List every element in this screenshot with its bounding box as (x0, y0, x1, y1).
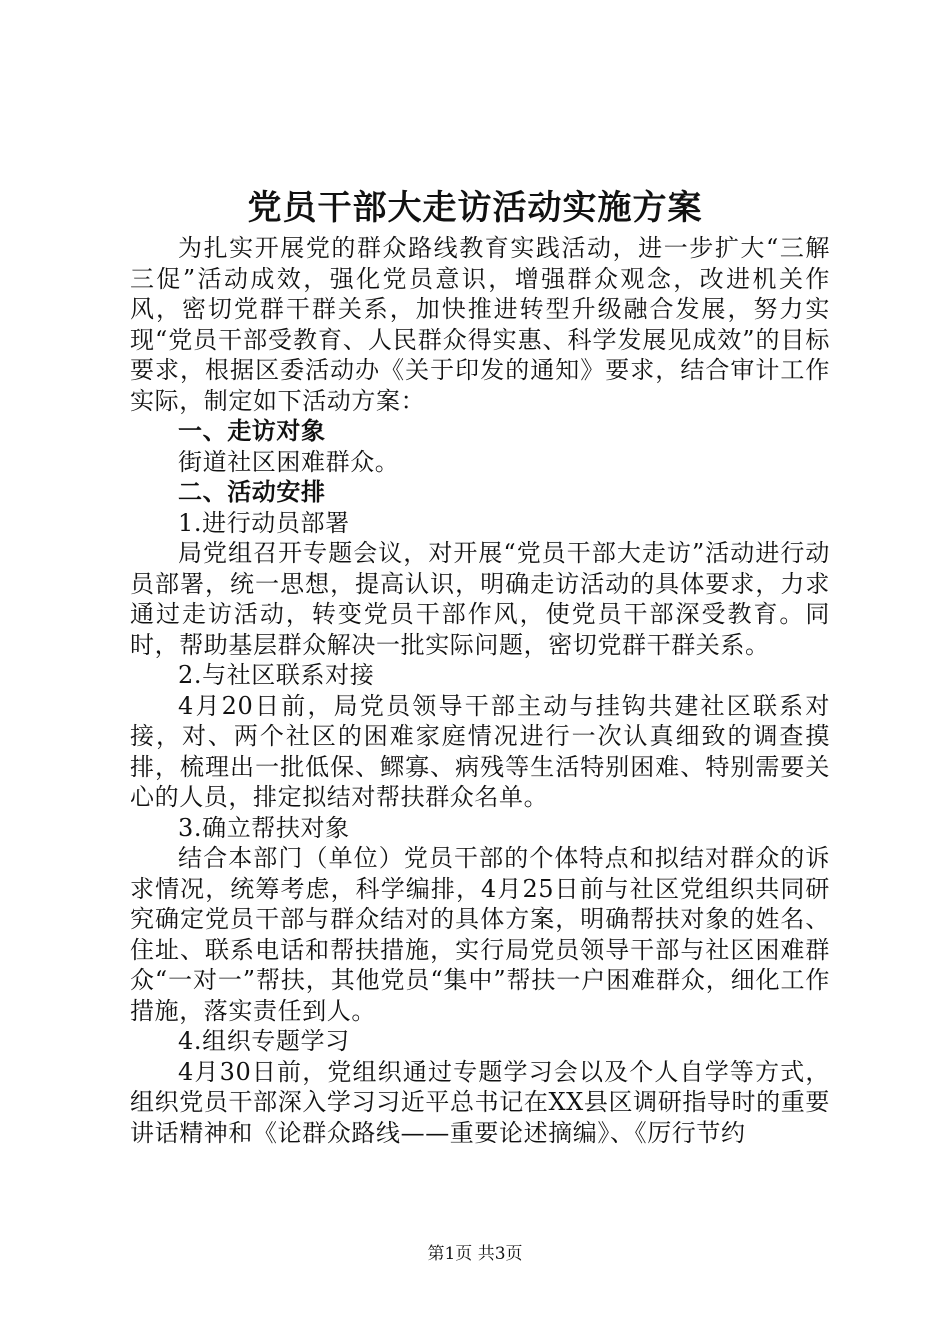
paragraph: 局党组召开专题会议，对开展“党员干部大走访”活动进行动员部署，统一思想，提高认识，明确走访活动的具体要求，力求通过走访活动，转变党员干部作风，使党员干部深受教育。同时，帮助基层群众解决一批实际问题，密切党群干群关系。 (130, 539, 830, 659)
paragraph: 结合本部门（单位）党员干部的个体特点和拟结对群众的诉求情况，统筹考虑，科学编排，4月25日前与社区党组织共同研究确定党员干部与群众结对的具体方案，明确帮扶对象的姓名、住址、联系电话和帮扶措施，实行局党员领导干部与社区困难群众“一对一”帮扶，其他党员“集中”帮扶一户困难群众，细化工作措施，落实责任到人。 (130, 844, 830, 1025)
section-heading: 二、活动安排 (178, 478, 326, 506)
paragraph: 4.组织专题学习 (178, 1027, 350, 1055)
paragraph: 为扎实开展党的群众路线教育实践活动，进一步扩大“三解三促”活动成效，强化党员意识，增强群众观念，改进机关作风，密切党群干群关系，加快推进转型升级融合发展，努力实现“党员干部受教育、人民群众得实惠、科学发展见成效”的目标要求，根据区委活动办《关于印发的通知》要求，结合审计工作实际，制定如下活动方案： (130, 234, 830, 415)
page-footer: 第1页 共3页 (427, 1244, 523, 1264)
document-title: 党员干部大走访活动实施方案 (247, 188, 703, 228)
paragraph: 1.进行动员部署 (178, 508, 350, 537)
paragraph: 4月30日前，党组织通过专题学习会以及个人自学等方式，组织党员干部深入学习习近平总书记在XX县区调研指导时的重要讲话精神和《论群众路线——重要论述摘编》、《厉行节约 (130, 1057, 830, 1147)
paragraph: 4月20日前，局党员领导干部主动与挂钩共建社区联系对接，对、两个社区的困难家庭情况进行一次认真细致的调查摸排，梳理出一批低保、鳏寡、病残等生活特别困难、特别需要关心的人员，排定拟结对帮扶群众名单。 (130, 691, 830, 811)
paragraph: 街道社区困难群众。 (178, 447, 400, 476)
document-body (130, 233, 830, 1148)
paragraph: 3.确立帮扶对象 (178, 813, 350, 842)
section-heading: 一、走访对象 (178, 417, 326, 445)
paragraph: 2.与社区联系对接 (178, 661, 375, 689)
